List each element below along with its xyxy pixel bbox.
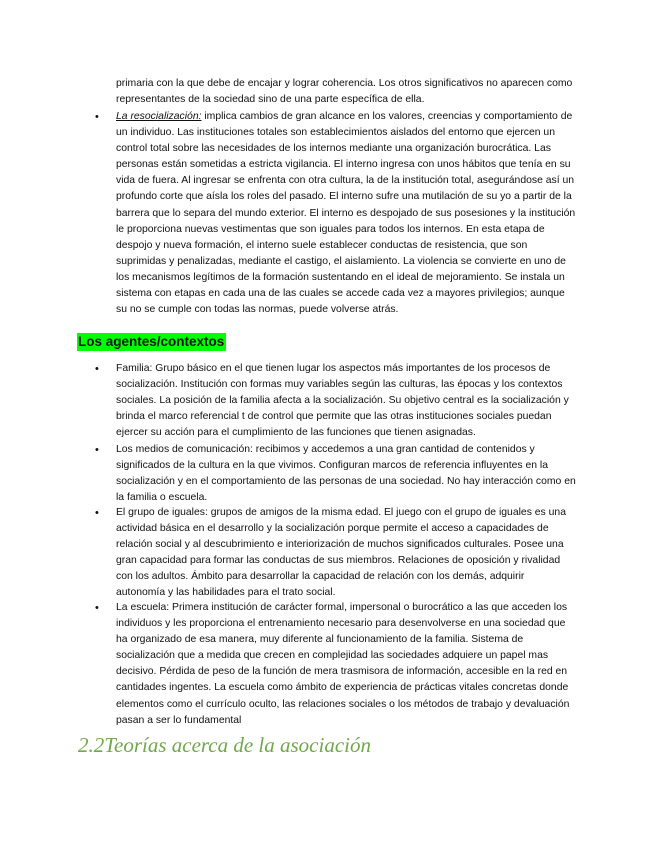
agent-familia-paragraph: Familia: Grupo básico en el que tienen lugar los aspectos más importantes de los procesos de socialización. Institución con formas muy variables según las culturas, las épocas y los contextos sociales. La posición de la familia afecta a la socialización. Su objetivo central es la socialización y brinda el marco referencial t de control que permite que las otras instituciones sociales puedan ejercer su acción para el cumplimiento de las funciones que tienen asignadas. xyxy=(116,363,569,439)
bullet-marker: • xyxy=(95,363,99,375)
agent-grupo-iguales-paragraph: El grupo de iguales: grupos de amigos de la misma edad. El juego con el grupo de iguales es una actividad básica en el desarrollo y la socialización porque permite el acceso a capacidades de relación social y al descubrimiento e interiorización de muchos significados culturales. Posee una gran capacidad para formar las conductas de sus miembros. Relaciones de oposición y rivalidad con los adultos. Ámbito para desarrollar la capacidad de relación con los demás, adquirir autonomía y las habilidades para el trato social. xyxy=(116,507,566,599)
intro-paragraph: primaria con la que debe de encajar y lograr coherencia. Los otros significativos no aparecen como representantes de la sociedad sino de una parte específica de ella. xyxy=(116,78,573,106)
bullet-marker: • xyxy=(95,444,99,456)
resocializacion-term: La resocialización: xyxy=(116,111,202,122)
agent-escuela-paragraph: La escuela: Primera institución de carácter formal, impersonal o burocrático a las que acceden los individuos y les proporciona el entrenamiento necesario para desenvolverse en una sociedad que ha organizado de esa manera, muy diferente al funcionamiento de la familia. Sistema de socialización que a medida que crecen en complejidad las sociedades adquiere un papel mas decisivo. Pérdida de peso de la función de mera trasmisora de información, accesible en la red en cantidades ingentes. La escuela como ámbito de experiencia de prácticas vitales concretas donde elementos como el currículo oculto, las relaciones sociales o los métodos de trabajo y devaluación pasan a ser lo fundamental xyxy=(116,602,570,726)
agent-medios-paragraph: Los medios de comunicación: recibimos y accedemos a una gran cantidad de contenidos y significados de la cultura en la que vivimos. Configuran marcos de referencia influyentes en la socialización y en el comportamiento de las personas de una sociedad. No hay interacción como en la familia o escuela. xyxy=(116,444,576,504)
agents-heading: Los agentes/contextos xyxy=(78,334,225,349)
bullet-marker: • xyxy=(95,507,99,519)
resocializacion-paragraph xyxy=(116,109,576,318)
bullet-marker: • xyxy=(95,111,99,123)
section-title: 2.2Teorías acerca de la asociación xyxy=(78,733,371,757)
bullet-marker: • xyxy=(95,602,99,614)
resocializacion-text: implica cambios de gran alcance en los valores, creencias y comportamiento de un individuo. Las instituciones totales son establecimientos aislados del entorno que ejercen un control total sobre las necesidades de los internos mediante una organización burocrática. Las personas están sometidas a estricta vigilancia. El interno ingresa con unos hábitos que tenía en su vida de fuera. Al ingresar se enfrenta con otra cultura, la de la institución total, asegurándose así un profundo corte que aísla los roles del pasado. El interno sufre una mutilación de su yo a partir de la barrera que lo separa del mundo exterior. El interno es despojado de sus posesiones y la institución le proporciona nuevas vestimentas que son iguales para todos los internos. En esta etapa de despojo y nueva formación, el interno suele establecer conductas de resistencia, que son suprimidas y penalizadas, mediante el castigo, el aislamiento. La violencia se convierte en uno de los mecanismos legítimos de la formación sustentando en el ideal de mejoramiento. Se instala un sistema con etapas en cada una de las cuales se accede cada vez a mayores privilegios; aunque su no se cumple con todas las normas, puede volverse atrás. xyxy=(116,111,576,316)
